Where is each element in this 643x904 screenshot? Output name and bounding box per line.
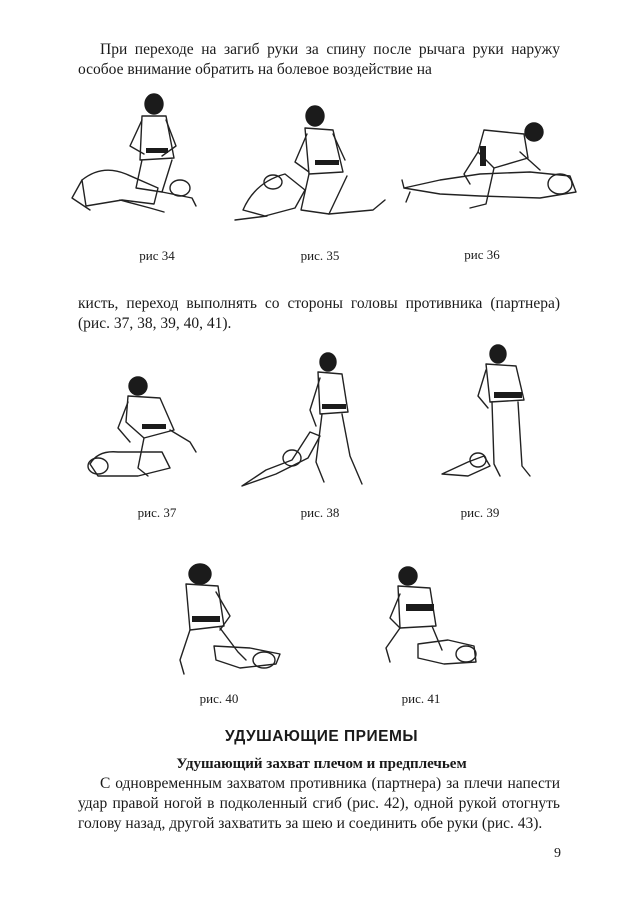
judo-illustration-35: [225, 100, 395, 225]
body-paragraph: [78, 774, 560, 834]
judo-illustration-41: [378, 566, 488, 671]
caption-fig-38: рис. 38: [300, 505, 340, 520]
caption-fig-37: рис. 37: [137, 505, 177, 520]
caption-fig-36: рис 36: [464, 247, 500, 262]
figure-39: [438, 344, 538, 484]
figure-36: [400, 112, 585, 217]
figure-40: [160, 560, 290, 680]
caption-fig-35: рис. 35: [300, 248, 340, 263]
figure-38: [236, 352, 366, 492]
intro-paragraph: [78, 40, 560, 80]
judo-illustration-38: [236, 352, 366, 492]
figure-37: [78, 372, 208, 487]
section-heading: УДУШАЮЩИЕ ПРИЕМЫ: [224, 728, 419, 745]
judo-illustration-34: [62, 88, 212, 223]
judo-illustration-36: [400, 112, 585, 217]
intro-text: При переходе на загиб руки за спину после рычага руки наружу особое внимание обратить на болевое воздействие на: [78, 41, 560, 78]
figure-34: [62, 88, 212, 223]
page-number: 9: [554, 846, 561, 861]
caption-fig-40: рис. 40: [199, 691, 239, 706]
continuation-text: кисть, переход выполнять со стороны головы противника (партнера) (рис. 37, 38, 39, 40, 41).: [78, 295, 560, 332]
figure-35: [225, 100, 395, 225]
caption-fig-41: рис. 41: [401, 691, 441, 706]
body-text: С одновременным захватом противника (партнера) за плечи напести удар правой ногой в подколенный сгиб (рис. 42), одной рукой отогнуть голову назад, другой захватить за шею и соединить обе руки (рис. 43).: [78, 775, 560, 832]
caption-fig-39: рис. 39: [460, 505, 500, 520]
caption-fig-34: рис 34: [139, 248, 175, 263]
figure-41: [378, 566, 488, 671]
judo-illustration-39: [438, 344, 538, 484]
subsection-heading: Удушающий захват плечом и предплечьем: [176, 756, 467, 772]
continuation-paragraph: [78, 294, 560, 334]
judo-illustration-40: [160, 560, 290, 680]
judo-illustration-37: [78, 372, 208, 487]
